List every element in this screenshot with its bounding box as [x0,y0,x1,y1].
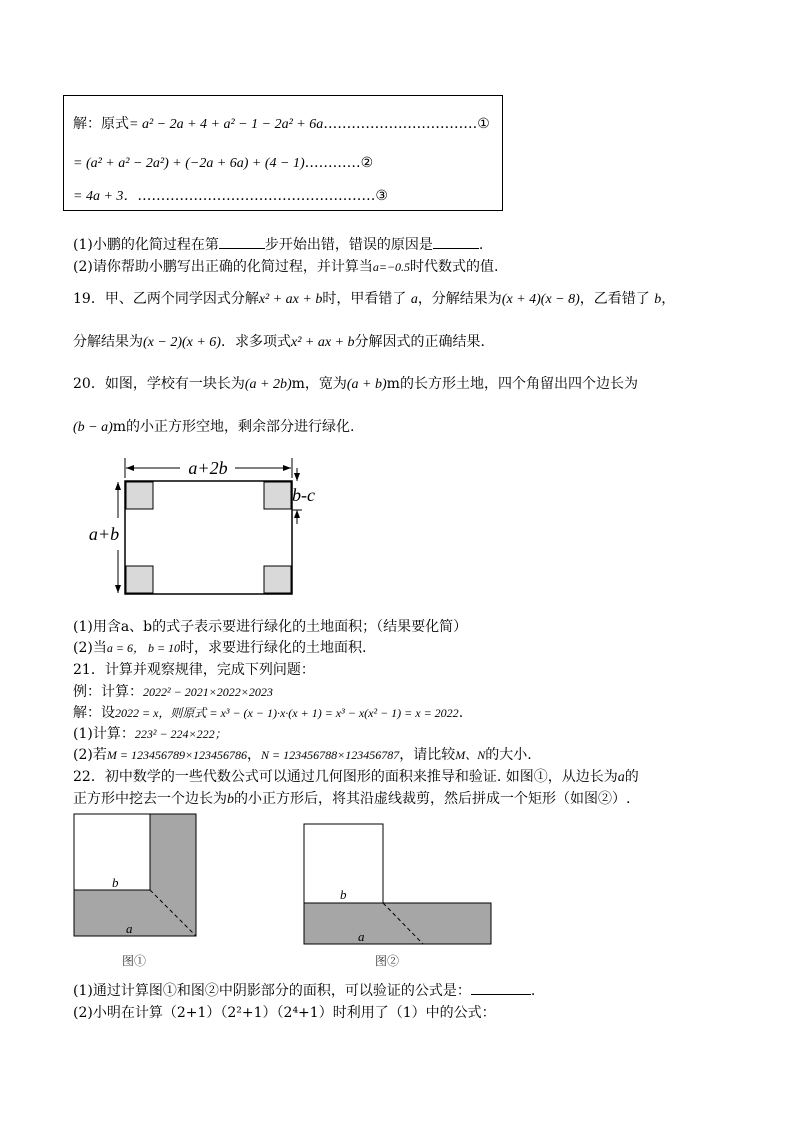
q19-line1: 19．甲、乙两个同学因式分解x² + ax + b时，甲看错了 a，分解结果为(x + 4)(x − 8)，乙看错了 b， [73,291,676,307]
fig2-rectangle [304,903,491,944]
solution-line-1 [73,113,490,133]
solution-expr-1: = a² − 2a + 4 + a² − 1 − 2a² + 6a [129,117,324,132]
q21-part2: (2)若M = 123456789×123456786，N = 123456788×123456787，请比较M、N的大小. [73,747,532,763]
corner-square-tl [126,482,153,509]
fig2-label-b: b [340,887,347,902]
q20-part2: (2)当a = 6， b = 10时，求要进行绿化的土地面积. [73,640,367,656]
fig2-caption: 图② [374,954,400,968]
step-marker-2: …………② [304,155,374,171]
q22-figure-1 [70,810,202,970]
q21-part1: (1)计算：223² − 224×222； [73,726,227,742]
q22-figure-2 [300,820,496,970]
q22-part1: (1)通过计算图①和图②中阴影部分的面积，可以验证的公式是： . [73,980,535,1000]
solution-label: 解：原式 [73,116,129,132]
solution-line-2 [73,155,373,172]
q20-line1: 20．如图，学校有一块长为(a + 2b)m，宽为(a + b)m的长方形土地，四个角留出四个边长为 [73,376,638,392]
answer-blank-formula[interactable] [471,980,531,995]
q21-example: 例：计算：2022² − 2021×2022×2023 [73,684,273,700]
q19-line2: 分解结果为(x − 2)(x + 6)．求多项式x² + ax + b分解因式的正确结果. [73,334,485,350]
q21-title: 21．计算并观察规律，完成下列问题： [73,662,315,678]
q21-solution: 解：设2022 = x，则原式 = x³ − (x − 1)·x·(x + 1) = x³ − x(x² − 1) = x = 2022. [73,705,464,721]
q22-part2: (2)小明在计算（2+1）（2²+1）（2⁴+1）时利用了（1）中的公式： [73,1005,496,1021]
fig-label-left: a+b [88,524,120,544]
corner-square-br [264,566,291,593]
q22-line2: 正方形中挖去一个边长为b的小正方形后，将其沿虚线裁剪，然后拼成一个矩形（如图②）. [73,791,631,807]
fig1-caption: 图① [121,954,147,968]
answer-blank-step[interactable] [219,234,265,249]
fig2-label-a: a [358,929,365,944]
q20-line2: (b − a)m的小正方形空地，剩余部分进行绿化. [73,419,355,435]
q20-figure [80,452,320,602]
solution-expr-3: = 4a + 3． [73,189,138,204]
fig-label-right: b-c [292,485,315,505]
q22-line1: 22．初中数学的一些代数公式可以通过几何图形的面积来推导和验证. 如图①，从边长为a的 [73,769,639,785]
solution-line-3 [73,185,388,205]
fig1-label-a: a [126,921,133,936]
corner-square-bl [126,566,153,593]
q20-part1: (1)用含a、b的式子表示要进行绿化的土地面积；（结果要化简） [73,619,468,635]
step-marker-3: ……………………………………………③ [137,188,388,204]
solution-box [63,95,503,211]
q18-part2: (2)请你帮助小鹏写出正确的化简过程，并计算当a=−0.5时代数式的值. [73,259,499,275]
step-marker-1: ……………………………① [323,116,490,132]
answer-blank-reason[interactable] [433,234,479,249]
q18-part1: (1)小鹏的化简过程在第 步开始出错，错误的原因是 . [73,234,483,254]
fig1-label-b: b [112,875,119,890]
solution-expr-2: = (a² + a² − 2a²) + (−2a + 6a) + (4 − 1) [73,156,305,171]
corner-square-tr [264,482,291,509]
fig-label-top: a+2b [188,458,228,478]
